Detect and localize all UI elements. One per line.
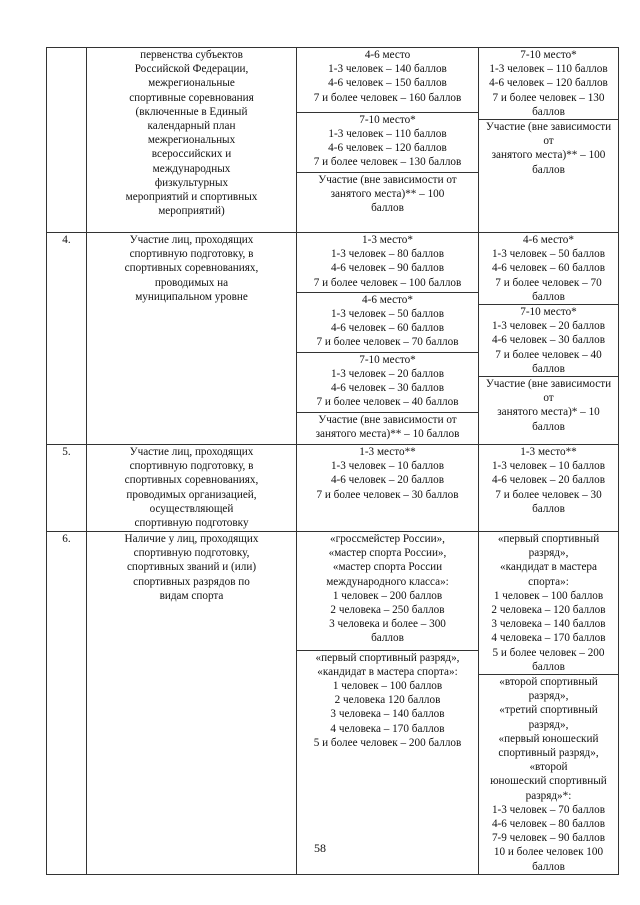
points-column-2 [479, 532, 619, 875]
points-column-1 [297, 532, 479, 875]
points-cell: Участие (вне зависимости от занятого места)* – 10 баллов [479, 377, 618, 434]
points-cell: «второй спортивный разряд», «третий спортивный разряд», «первый юношеский спортивный разряд», «второй юношеский спортивный разряд»*: 1-3 человек – 70 баллов 4-6 человек – 80 баллов 7-9 человек – 90 баллов 10 и более человек 100 баллов [479, 675, 618, 874]
points-column-2 [479, 48, 619, 233]
points-cell: 4-6 место* 1-3 человек – 50 баллов 4-6 человек – 60 баллов 7 и более человек – 70 баллов [297, 292, 478, 352]
points-cell: 4-6 место* 1-3 человек – 50 баллов 4-6 человек – 60 баллов 7 и более человек – 70 баллов [491, 234, 606, 303]
criterion-name: первенства субъектов Российской Федерации, межрегиональные спортивные соревнования (включенные в Единый календарный план межрегиональных всероссийских и международных физкультурных мероприятий и спортивных мероприятий) [87, 48, 297, 233]
points-cell: 7-10 место* 1-3 человек – 110 баллов 4-6 человек – 120 баллов 7 и более человек – 130 баллов [489, 49, 608, 118]
points-cell: 7-10 место* 1-3 человек – 20 баллов 4-6 человек – 30 баллов 7 и более человек – 40 баллов [479, 305, 618, 377]
table-row [47, 233, 619, 445]
table-row [47, 48, 619, 233]
row-number: 6. [47, 532, 87, 875]
criterion-name: Наличие у лиц, проходящих спортивную подготовку, спортивных званий и (или) спортивных разрядов по видам спорта [87, 532, 297, 875]
points-cell: 7-10 место* 1-3 человек – 110 баллов 4-6 человек – 120 баллов 7 и более человек – 130 баллов [297, 112, 478, 172]
criteria-table [46, 47, 619, 875]
row-number [47, 48, 87, 233]
criterion-name: Участие лиц, проходящих спортивную подготовку, в спортивных соревнованиях, проводимых на муниципальном уровне [87, 233, 297, 445]
row-number: 4. [47, 233, 87, 445]
points-cell: «гроссмейстер России», «мастер спорта России», «мастер спорта России международного класса»: 1 человек – 200 баллов 2 человека – 250 баллов 3 человека и более – 300 баллов [326, 533, 449, 645]
criterion-name: Участие лиц, проходящих спортивную подготовку, в спортивных соревнованиях, проводимых организацией, осуществляющей спортивную подготовку [87, 445, 297, 532]
points-cell: 1-3 место** 1-3 человек – 10 баллов 4-6 человек – 20 баллов 7 и более человек – 30 баллов [479, 445, 619, 532]
points-cell: 1-3 место** 1-3 человек – 10 баллов 4-6 человек – 20 баллов 7 и более человек – 30 баллов [297, 445, 479, 532]
points-cell: 1-3 место* 1-3 человек – 80 баллов 4-6 человек – 90 баллов 7 и более человек – 100 баллов [313, 234, 462, 289]
points-cell: 4-6 место 1-3 человек – 140 баллов 4-6 человек – 150 баллов 7 и более человек – 160 баллов [313, 49, 462, 104]
table-row [47, 532, 619, 875]
points-cell: Участие (вне зависимости от занятого места)** – 100 баллов [479, 120, 618, 177]
table-row [47, 445, 619, 532]
page-number: 58 [314, 841, 326, 855]
points-column-1 [297, 48, 479, 233]
points-cell: «первый спортивный разряд», «кандидат в мастера спорта»: 1 человек – 100 баллов 2 человека – 120 баллов 3 человека – 140 баллов 4 человека – 170 баллов 5 и более человек – 200 баллов [491, 533, 606, 673]
points-column-1 [297, 233, 479, 445]
points-cell: Участие (вне зависимости от занятого места)** – 100 баллов [297, 172, 478, 215]
points-column-2 [479, 233, 619, 445]
points-cell: Участие (вне зависимости от занятого места)** – 10 баллов [297, 412, 478, 441]
points-cell: 7-10 место* 1-3 человек – 20 баллов 4-6 человек – 30 баллов 7 и более человек – 40 баллов [297, 352, 478, 412]
row-number: 5. [47, 445, 87, 532]
points-cell: «первый спортивный разряд», «кандидат в мастера спорта»: 1 человек – 100 баллов 2 человека 120 баллов 3 человека – 140 баллов 4 человека – 170 баллов 5 и более человек – 200 баллов [297, 650, 478, 750]
